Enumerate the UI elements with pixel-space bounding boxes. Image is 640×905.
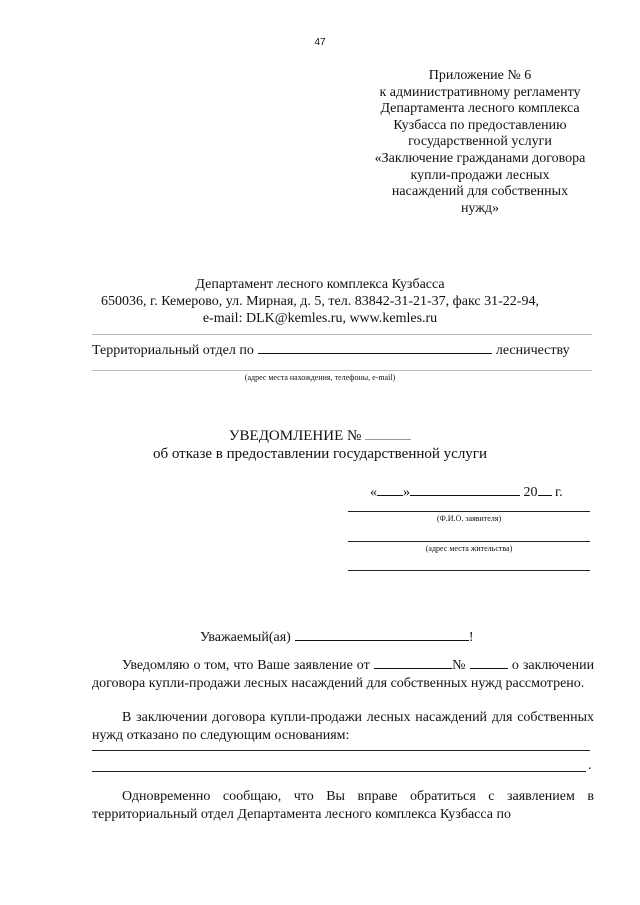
notice-subtitle: об отказе в предоставлении государственной услуги (152, 446, 487, 462)
page-number: 47 (314, 37, 326, 48)
department-header (0, 276, 640, 327)
year-field[interactable] (538, 483, 552, 496)
date-line (370, 483, 563, 501)
appendix-line: купли-продажи лесных (410, 167, 550, 183)
appendix-line: государственной услуги (408, 134, 552, 150)
appendix-line: нужд» (460, 200, 500, 216)
appendix-line: «Заключение гражданами договора (374, 150, 586, 166)
applicant-address-caption: (адрес места жительства) (425, 544, 513, 553)
appendix-header (356, 68, 604, 217)
notice-title: УВЕДОМЛЕНИЕ № (228, 428, 362, 444)
appendix-line: к административному регламенту (379, 84, 581, 100)
appendix-line: насаждений для собственных (391, 184, 569, 200)
date-open-quote: « (370, 485, 377, 500)
paragraph-3 (92, 788, 594, 823)
notice-title-block (0, 427, 640, 463)
greeting-exclamation: ! (468, 630, 474, 645)
appendix-line: Приложение № 6 (428, 68, 532, 83)
p1-text-b: заключении договора купли-продажи лесных насаждений для собственных нужд рассмотрено. (92, 658, 595, 691)
greeting-text: Уважаемый(ая) (200, 630, 291, 645)
department-contacts: e-mail: DLK@kemles.ru, www.kemles.ru (202, 311, 438, 326)
appendix-line: Департамента лесного комплекса (380, 101, 580, 117)
reason-field-2[interactable] (92, 771, 586, 772)
date-close-quote: » (403, 485, 410, 500)
p3-text: Одновременно сообщаю, что Вы вправе обратиться с заявлением в территориальный отдел Департамента лесного комплекса Кузбасса по (92, 789, 594, 822)
notice-number-field[interactable] (365, 427, 411, 440)
month-field[interactable] (410, 483, 520, 496)
year-prefix: 20 (523, 485, 538, 500)
p2-text: В заключении договора купли-продажи лесных насаждений для собственных нужд отказано по следующим основаниям: (92, 710, 594, 743)
divider (92, 370, 592, 371)
paragraph-2 (92, 709, 594, 744)
department-name: Департамент лесного комплекса Кузбасса (195, 277, 445, 292)
territorial-line (92, 341, 594, 359)
applicant-name-caption: (Ф.И.О. заявителя) (436, 514, 502, 523)
application-number-field[interactable] (470, 656, 508, 669)
territorial-suffix: лесничеству (495, 343, 570, 358)
applicant-name-field[interactable] (348, 511, 590, 512)
application-date-field[interactable] (374, 656, 452, 669)
reason-end-period: . (588, 758, 592, 773)
p1-o: о (511, 658, 519, 673)
paragraph-1 (92, 656, 594, 692)
year-suffix: г. (555, 485, 563, 500)
territorial-blank-field[interactable] (258, 341, 492, 354)
department-address: 650036, г. Кемерово, ул. Мирная, д. 5, тел. 83842-31-21-37, факс 31-22-94, (101, 294, 539, 309)
day-field[interactable] (377, 483, 403, 496)
reason-field-1[interactable] (92, 750, 590, 751)
divider (92, 334, 592, 335)
applicant-address-field-2[interactable] (348, 570, 590, 571)
p1-number-sign: № (451, 658, 466, 673)
territorial-caption: (адрес места нахождения, телефоны, e-mail) (244, 373, 396, 382)
appendix-line: Кузбасса по предоставлению (393, 117, 567, 133)
greeting-line (200, 628, 473, 646)
greeting-name-field[interactable] (295, 628, 469, 641)
territorial-prefix: Территориальный отдел по (92, 343, 254, 358)
p1-text-a: Уведомляю о том, что Ваше заявление от (122, 658, 370, 673)
applicant-address-field[interactable] (348, 541, 590, 542)
